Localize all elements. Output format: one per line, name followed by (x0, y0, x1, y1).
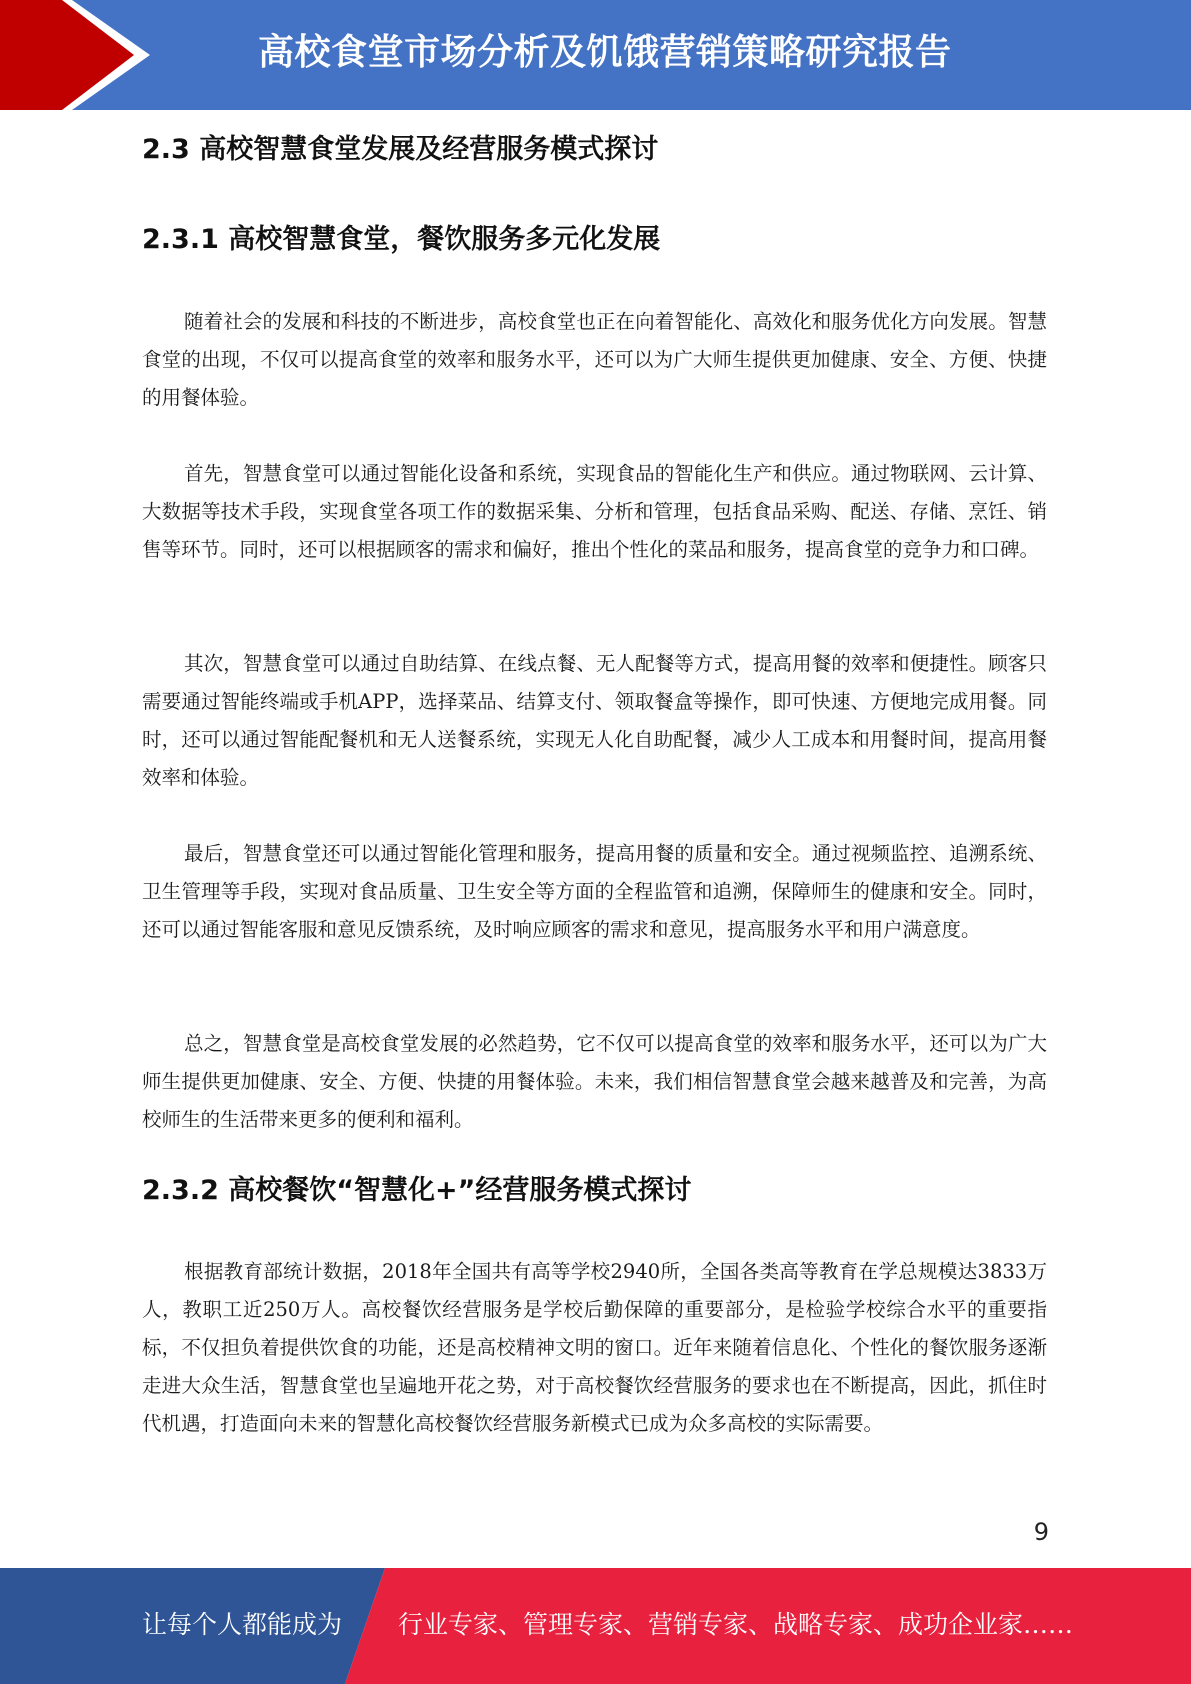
footer-slogan-left: 让每个人都能成为 (142, 1610, 343, 1639)
paragraph: 根据教育部统计数据，2018年全国共有高等学校2940所，全国各类高等教育在学总规模达3833万人，教职工近250万人。高校餐饮经营服务是学校后勤保障的重要部分，是检验学校综合水平的重要指标，不仅担负着提供饮食的功能，还是高校精神文明的窗口。近年来随着信息化、个性化的餐饮服务逐渐走进大众生活，智慧食堂也呈遍地开花之势，对于高校餐饮经营服务的要求也在不断提高，因此，抓住时代机遇，打造面向未来的智慧化高校餐饮经营服务新模式已成为众多高校的实际需要。 (142, 1260, 1047, 1435)
section-heading-2-3-2: 2.3.2 高校餐饮“智慧化+”经营服务模式探讨 (142, 1175, 692, 1206)
page-header (0, 0, 1191, 110)
page-number: 9 (1033, 1518, 1049, 1546)
section-heading-2-3: 2.3 高校智慧食堂发展及经营服务模式探讨 (142, 134, 659, 165)
paragraph: 随着社会的发展和科技的不断进步，高校食堂也正在向着智能化、高效化和服务优化方向发展。智慧食堂的出现，不仅可以提高食堂的效率和服务水平，还可以为广大师生提供更加健康、安全、方便、快捷的用餐体验。 (142, 310, 1047, 409)
paragraph: 首先，智慧食堂可以通过智能化设备和系统，实现食品的智能化生产和供应。通过物联网、云计算、大数据等技术手段，实现食堂各项工作的数据采集、分析和管理，包括食品采购、配送、存储、烹饪、销售等环节。同时，还可以根据顾客的需求和偏好，推出个性化的菜品和服务，提高食堂的竞争力和口碑。 (142, 462, 1047, 561)
section-heading-2-3-1: 2.3.1 高校智慧食堂，餐饮服务多元化发展 (142, 224, 661, 255)
page-footer (0, 1568, 1191, 1684)
paragraph: 最后，智慧食堂还可以通过智能化管理和服务，提高用餐的质量和安全。通过视频监控、追溯系统、卫生管理等手段，实现对食品质量、卫生安全等方面的全程监管和追溯，保障师生的健康和安全。同时，还可以通过智能客服和意见反馈系统，及时响应顾客的需求和意见，提高服务水平和用户满意度。 (142, 842, 1047, 941)
footer-slogan-right: 行业专家、管理专家、营销专家、战略专家、成功企业家…… (398, 1610, 1074, 1639)
paragraph: 其次，智慧食堂可以通过自助结算、在线点餐、无人配餐等方式，提高用餐的效率和便捷性。顾客只需要通过智能终端或手机APP，选择菜品、结算支付、领取餐盒等操作，即可快速、方便地完成用餐。同时，还可以通过智能配餐机和无人送餐系统，实现无人化自助配餐，减少人工成本和用餐时间，提高用餐效率和体验。 (142, 652, 1047, 789)
paragraph: 总之，智慧食堂是高校食堂发展的必然趋势，它不仅可以提高食堂的效率和服务水平，还可以为广大师生提供更加健康、安全、方便、快捷的用餐体验。未来，我们相信智慧食堂会越来越普及和完善，为高校师生的生活带来更多的便利和福利。 (142, 1032, 1047, 1131)
report-title: 高校食堂市场分析及饥饿营销策略研究报告 (258, 32, 952, 73)
